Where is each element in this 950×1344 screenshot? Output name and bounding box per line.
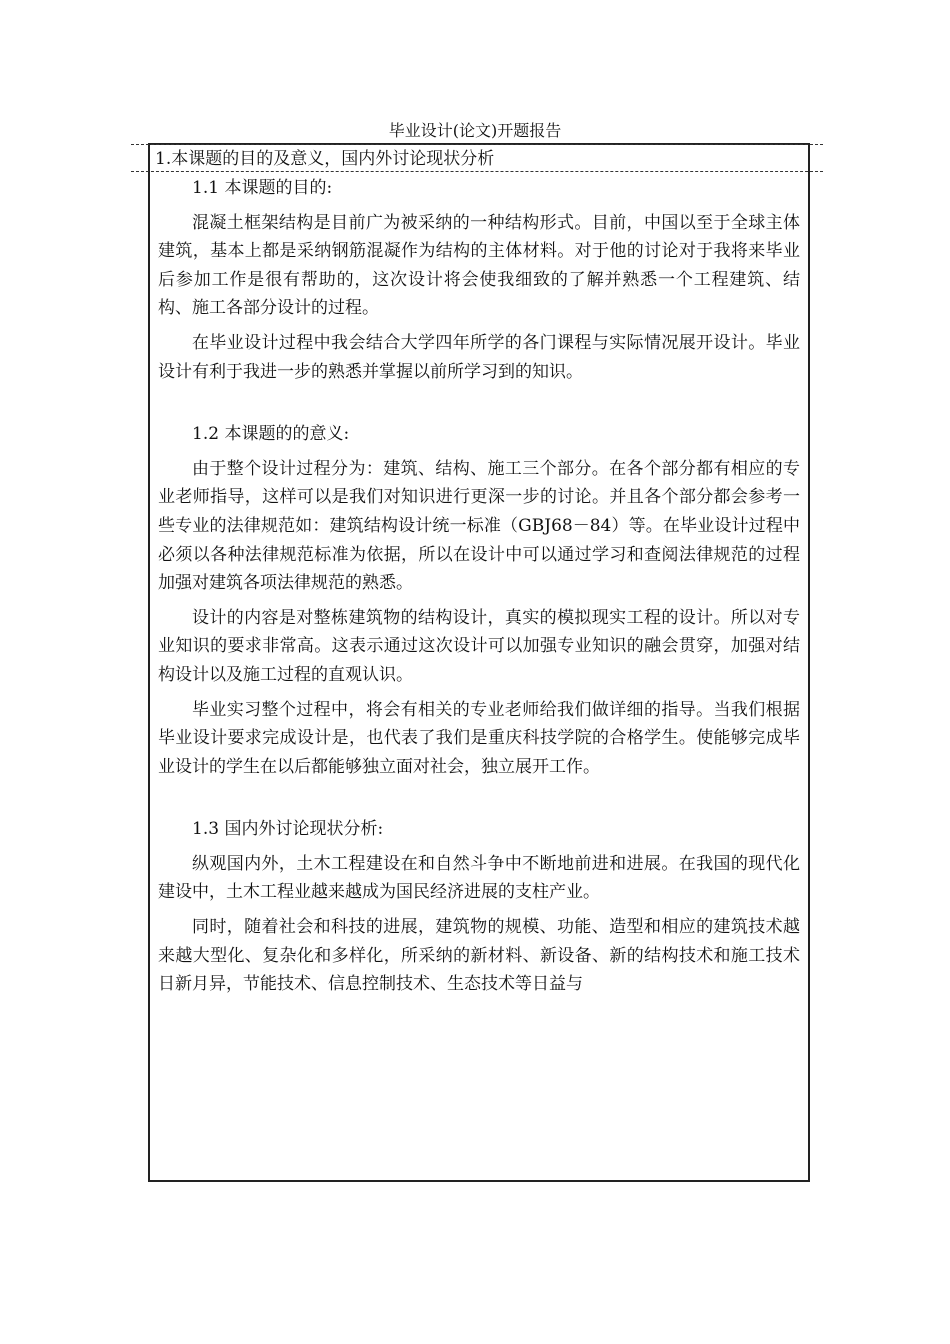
blank-line <box>158 787 800 815</box>
paragraph: 同时，随着社会和科技的进展，建筑物的规模、功能、造型和相应的建筑技术越来越大型化、复杂化和多样化，所采纳的新材料、新设备、新的结构技术和施工技术日新月异，节能技术、信息控制技术、生态技术等日益与 <box>158 917 800 995</box>
paragraph: 在毕业设计过程中我会结合大学四年所学的各门课程与实际情况展开设计。毕业设计有利于我进一步的熟悉并掌握以前所学习到的知识。 <box>158 332 800 382</box>
section-header: 1.本课题的目的及意义，国内外讨论现状分析 <box>155 149 495 169</box>
section-heading-research-status: 1.3 国内外讨论现状分析: <box>192 819 384 840</box>
paragraph: 混凝土框架结构是目前广为被采纳的一种结构形式。目前，中国以至于全球主体建筑，基本上都是采纳钢筋混凝作为结构的主体材料。对于他的讨论对于我将来毕业后参加工作是很有帮助的，这次设计将会使我细致的了解并熟悉一个工程建筑、结构、施工各部分设计的过程。 <box>158 212 800 319</box>
section-heading-significance: 1.2 本课题的的意义: <box>192 424 350 445</box>
paragraph: 由于整个设计过程分为：建筑、结构、施工三个部分。在各个部分都有相应的专业老师指导，这样可以是我们对知识进行更深一步的讨论。并且各个部分都会参考一些专业的法律规范如：建筑结构设计统一标准（GBJ68－84）等。在毕业设计过程中必须以各种法律规范标准为依据，所以在设计中可以通过学习和查阅法律规范的过程加强对建筑各项法律规范的熟悉。 <box>158 458 800 594</box>
blank-line <box>158 392 800 420</box>
dashed-divider-top <box>131 144 823 145</box>
paragraph: 纵观国内外，土木工程建设在和自然斗争中不断地前进和进展。在我国的现代化建设中，土木工程业越来越成为国民经济进展的支柱产业。 <box>158 853 800 903</box>
section-heading-purpose: 1.1 本课题的目的: <box>192 178 333 198</box>
paragraph: 设计的内容是对整栋建筑物的结构设计，真实的模拟现实工程的设计。所以对专业知识的要求非常高。这表示通过这次设计可以加强专业知识的融会贯穿，加强对结构设计以及施工过程的直观认识。 <box>158 607 800 685</box>
document-title: 毕业设计(论文)开题报告 <box>388 121 562 140</box>
dashed-divider-header <box>131 171 823 172</box>
report-body <box>158 174 800 1005</box>
paragraph: 毕业实习整个过程中，将会有相关的专业老师给我们做详细的指导。当我们根据毕业设计要求完成设计是，也代表了我们是重庆科技学院的合格学生。使能够完成毕业设计的学生在以后都能够独立面对社会，独立展开工作。 <box>158 699 800 777</box>
